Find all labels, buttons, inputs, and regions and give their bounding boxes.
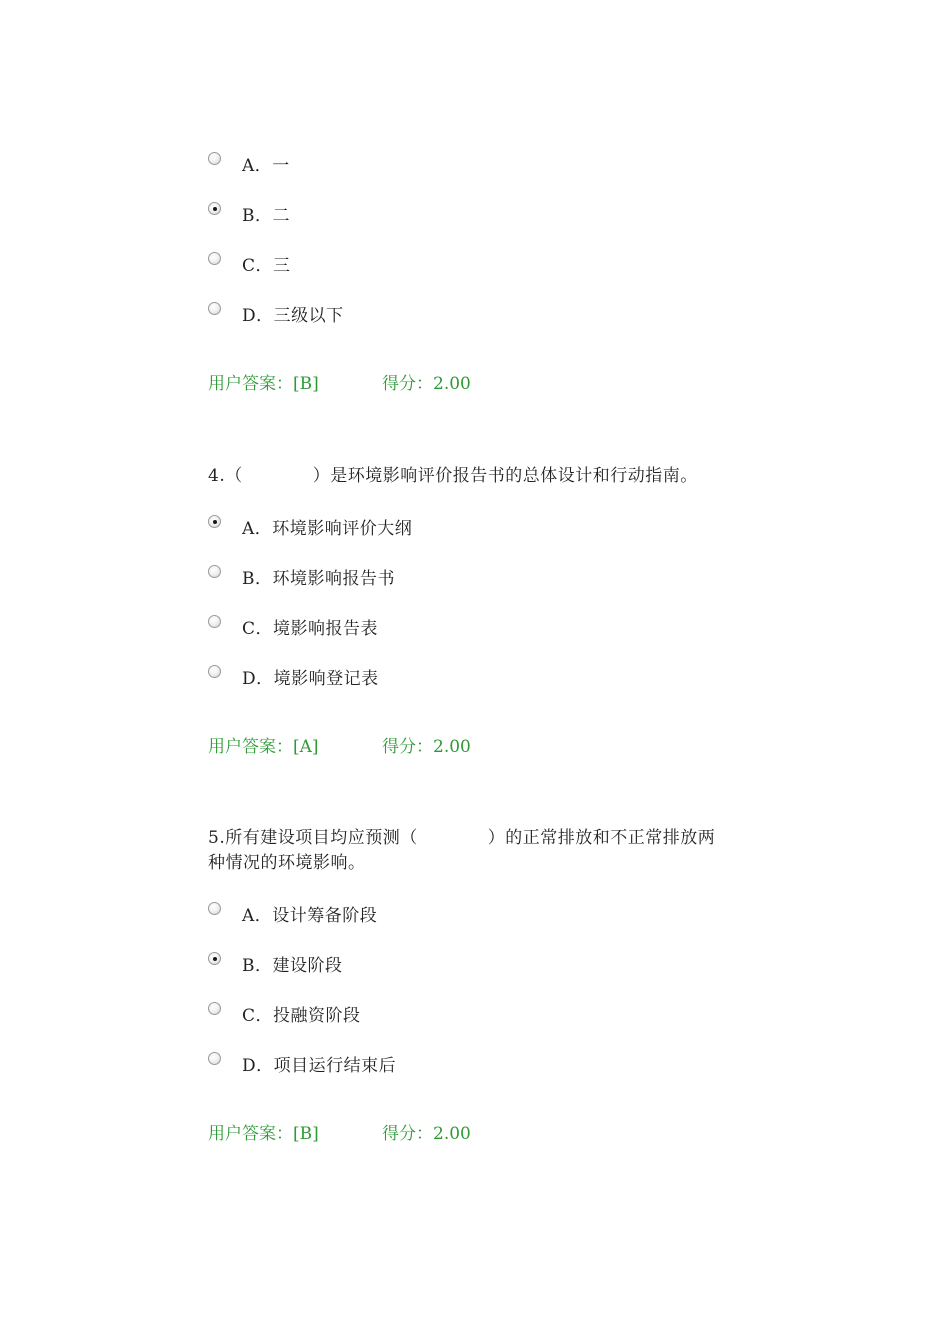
option-5-d[interactable] [208,1052,708,1076]
question-line-2: 种情况的环境影响。 [208,853,366,873]
radio-4-b[interactable] [208,565,221,578]
user-answer: 用户答案：[B] [208,1124,319,1144]
radio-5-c[interactable] [208,1002,221,1015]
radio-4-d[interactable] [208,665,221,678]
option-label: C．三 [242,256,291,276]
option-4-a[interactable] [208,515,708,539]
option-label: C．投融资阶段 [242,1006,361,1026]
option-4-c[interactable] [208,615,708,639]
radio-5-b[interactable] [208,952,221,965]
radio-4-a[interactable] [208,515,221,528]
option-3-a[interactable] [208,152,708,176]
answer-row-3 [208,373,471,395]
radio-5-d[interactable] [208,1052,221,1065]
question-line-1: 5.所有建设项目均应预测（ ）的正常排放和不正常排放两 [208,828,716,848]
user-answer: 用户答案：[B] [208,374,319,394]
option-4-b[interactable] [208,565,708,589]
score: 得分：2.00 [382,374,471,394]
option-label: A．设计筹备阶段 [242,906,378,926]
answer-row-4 [208,736,471,758]
option-label: B．环境影响报告书 [242,569,395,589]
option-label: B．二 [242,206,290,226]
option-5-b[interactable] [208,952,708,976]
question-text [208,826,768,876]
answer-row-5 [208,1123,471,1145]
option-3-b[interactable] [208,202,708,226]
radio-5-a[interactable] [208,902,221,915]
option-4-d[interactable] [208,665,708,689]
option-label: A．环境影响评价大纲 [242,519,413,539]
question-text: 4.（ ）是环境影响评价报告书的总体设计和行动指南。 [208,466,698,486]
radio-4-c[interactable] [208,615,221,628]
user-answer: 用户答案：[A] [208,737,319,757]
radio-3-b[interactable] [208,202,221,215]
option-label: B．建设阶段 [242,956,343,976]
option-label: C．境影响报告表 [242,619,379,639]
option-label: D．三级以下 [242,306,344,326]
option-label: D．境影响登记表 [242,669,379,689]
option-5-c[interactable] [208,1002,708,1026]
option-3-c[interactable] [208,252,708,276]
radio-3-c[interactable] [208,252,221,265]
score: 得分：2.00 [382,1124,471,1144]
option-label: D．项目运行结束后 [242,1056,397,1076]
radio-3-a[interactable] [208,152,221,165]
score: 得分：2.00 [382,737,471,757]
option-3-d[interactable] [208,302,708,326]
option-label: A．一 [242,156,290,176]
radio-3-d[interactable] [208,302,221,315]
option-5-a[interactable] [208,902,708,926]
